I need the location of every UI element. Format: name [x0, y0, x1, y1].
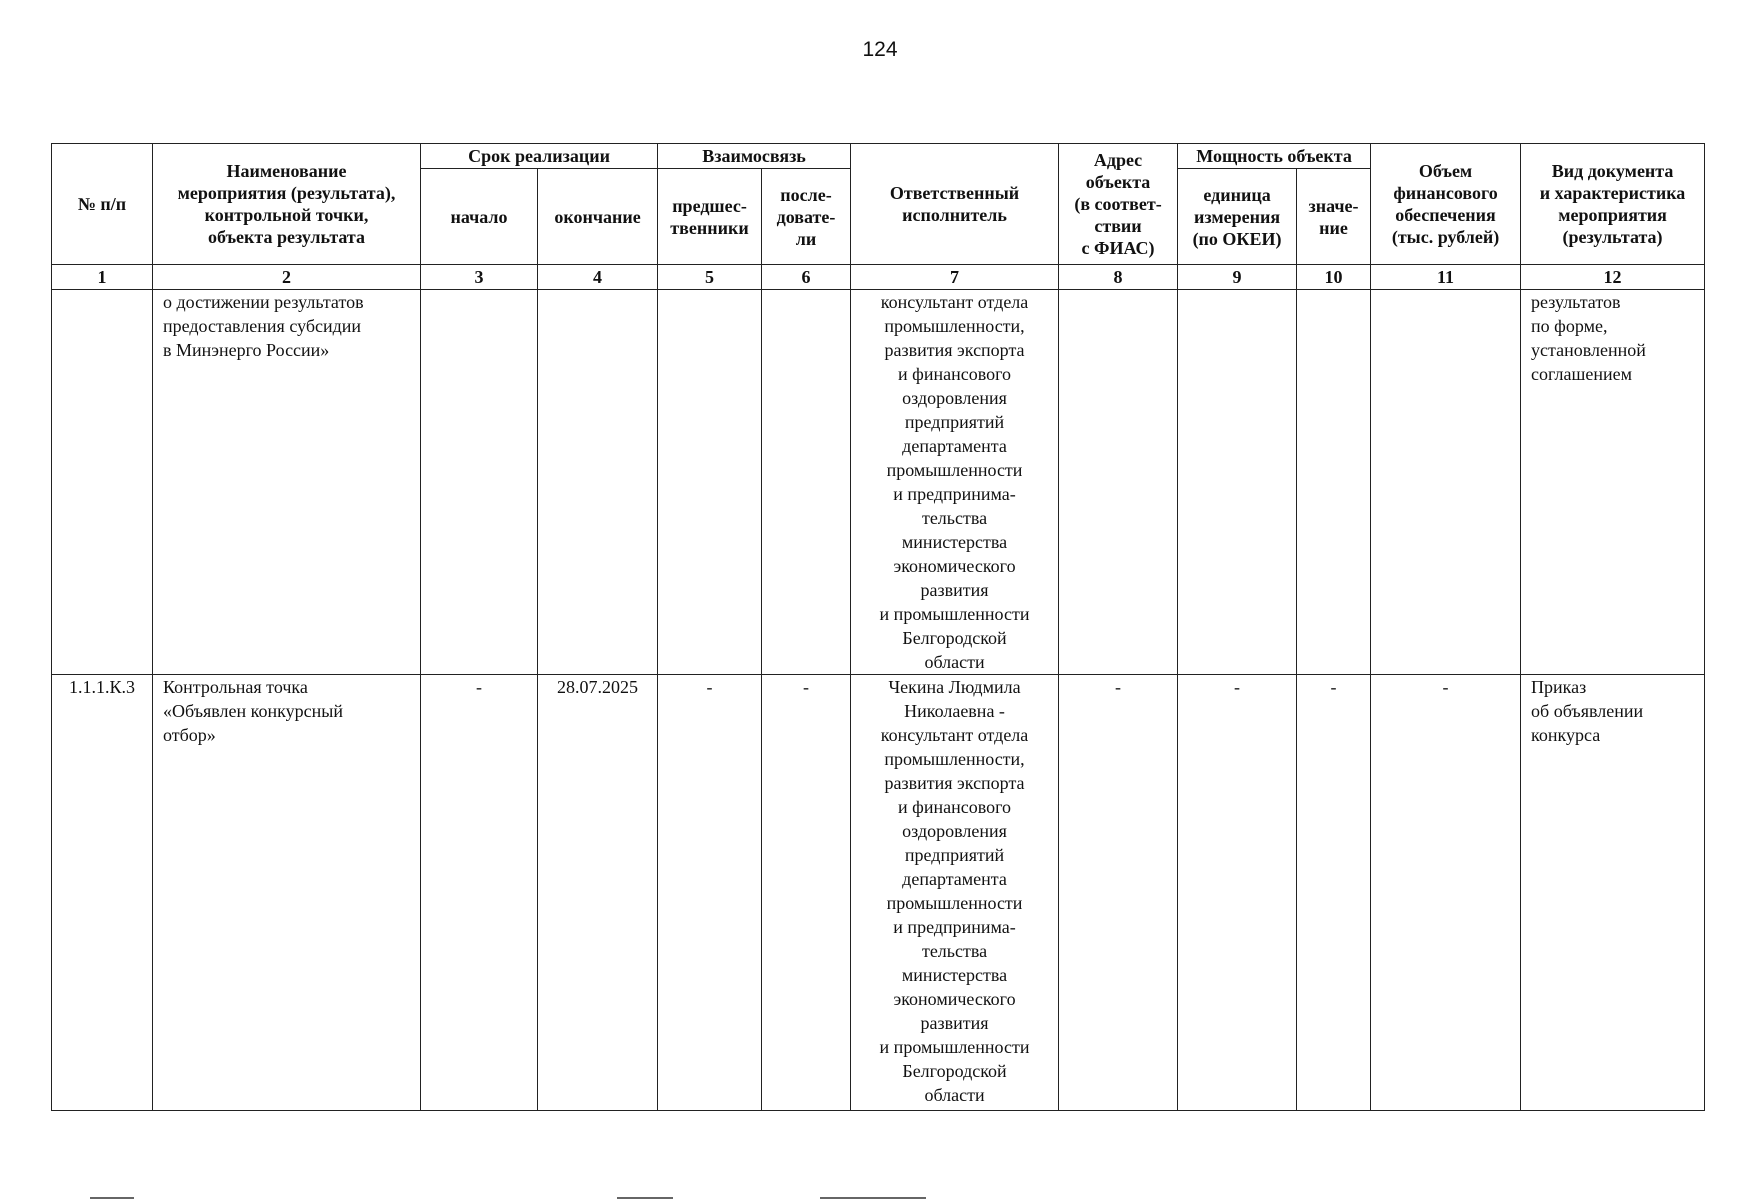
column-number: 4 [538, 265, 658, 290]
scan-edge-mark [617, 1197, 673, 1199]
page-number: 124 [862, 38, 898, 61]
cell-num [52, 290, 153, 675]
cell-value [1297, 290, 1371, 675]
cell-finance [1371, 290, 1521, 675]
header-successors: после- довате- ли [762, 169, 851, 265]
header-end: окончание [538, 169, 658, 265]
header-responsible: Ответственный исполнитель [851, 144, 1059, 265]
column-number: 9 [1178, 265, 1297, 290]
cell-start [421, 290, 538, 675]
cell-predecessors [658, 290, 762, 675]
cell-end: 28.07.2025 [538, 675, 658, 1111]
cell-name: Контрольная точка «Объявлен конкурсный отбор» [153, 675, 421, 1111]
header-link-group: Взаимосвязь [658, 144, 851, 169]
column-number: 3 [421, 265, 538, 290]
cell-responsible: Чекина Людмила Николаевна - консультант отдела промышленности, развития экспорта и финансового оздоровления предприятий департамента промышленности и предпринима- тельства министерства экономического развития и промышленности Белгородской области [851, 675, 1059, 1111]
cell-unit: - [1178, 675, 1297, 1111]
table-row [52, 675, 1705, 1111]
cell-successors: - [762, 675, 851, 1111]
cell-address [1059, 290, 1178, 675]
scan-edge-mark [820, 1197, 926, 1199]
column-number: 2 [153, 265, 421, 290]
column-numbers-row [52, 265, 1705, 290]
cell-predecessors: - [658, 675, 762, 1111]
header-finance: Объем финансового обеспечения (тыс. рублей) [1371, 144, 1521, 265]
header-value: значе- ние [1297, 169, 1371, 265]
events-table [51, 143, 1705, 1111]
header-address: Адрес объекта (в соответ- ствии с ФИАС) [1059, 144, 1178, 265]
cell-responsible: консультант отдела промышленности, развития экспорта и финансового оздоровления предприятий департамента промышленности и предпринима- тельства министерства экономического развития и промышленности Белгородской области [851, 290, 1059, 675]
cell-address: - [1059, 675, 1178, 1111]
column-number: 12 [1521, 265, 1705, 290]
header-document: Вид документа и характеристика мероприятия (результата) [1521, 144, 1705, 265]
cell-num: 1.1.1.К.3 [52, 675, 153, 1111]
column-number: 8 [1059, 265, 1178, 290]
header-unit: единица измерения (по ОКЕИ) [1178, 169, 1297, 265]
cell-finance: - [1371, 675, 1521, 1111]
column-number: 5 [658, 265, 762, 290]
table-row [52, 290, 1705, 675]
header-name: Наименование мероприятия (результата), контрольной точки, объекта результата [153, 144, 421, 265]
cell-value: - [1297, 675, 1371, 1111]
cell-document: Приказ об объявлении конкурса [1521, 675, 1705, 1111]
header-start: начало [421, 169, 538, 265]
cell-name: о достижении результатов предоставления субсидии в Минэнерго России» [153, 290, 421, 675]
column-number: 7 [851, 265, 1059, 290]
scan-edge-mark [90, 1197, 134, 1199]
header-capacity-group: Мощность объекта [1178, 144, 1371, 169]
cell-end [538, 290, 658, 675]
cell-start: - [421, 675, 538, 1111]
cell-unit [1178, 290, 1297, 675]
column-number: 10 [1297, 265, 1371, 290]
cell-document: результатов по форме, установленной соглашением [1521, 290, 1705, 675]
header-term-group: Срок реализации [421, 144, 658, 169]
header-predecessors: предшес- твенники [658, 169, 762, 265]
column-number: 11 [1371, 265, 1521, 290]
header-num: № п/п [52, 144, 153, 265]
cell-successors [762, 290, 851, 675]
column-number: 6 [762, 265, 851, 290]
column-number: 1 [52, 265, 153, 290]
